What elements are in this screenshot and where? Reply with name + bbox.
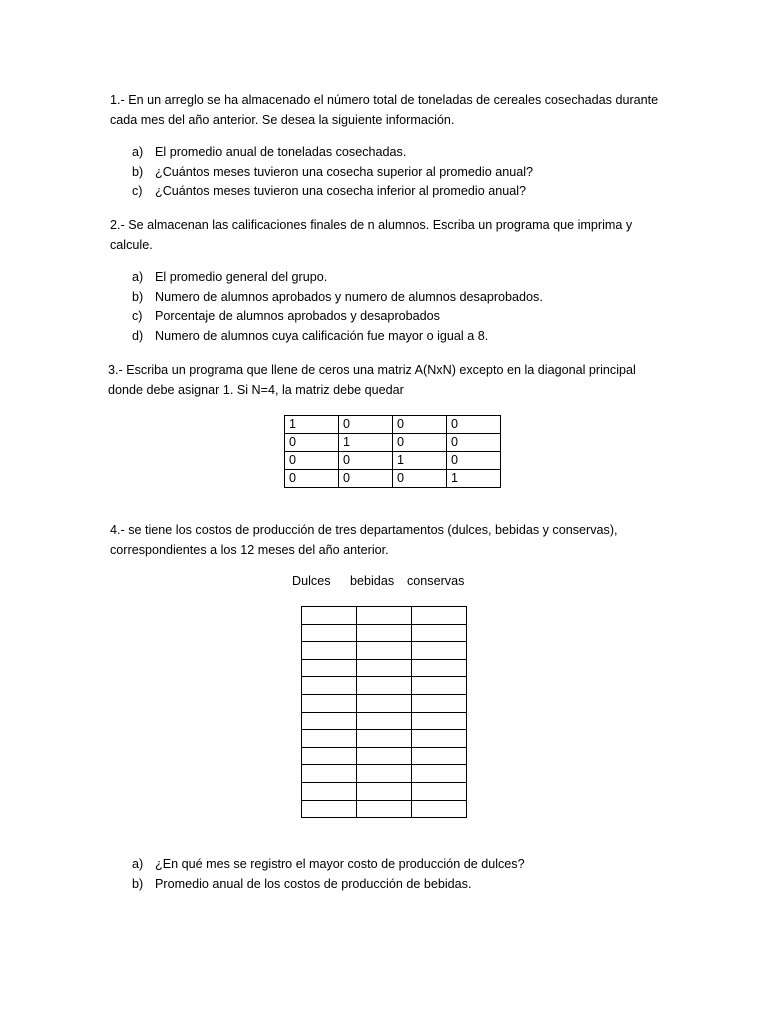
matrix-cell: 0 bbox=[393, 434, 447, 452]
table-cell bbox=[357, 712, 412, 730]
table-cell bbox=[302, 765, 357, 783]
matrix-cell: 1 bbox=[285, 416, 339, 434]
list-item bbox=[132, 875, 525, 895]
matrix-cell: 0 bbox=[285, 434, 339, 452]
header-dulces: Dulces bbox=[292, 574, 331, 588]
cost-table bbox=[301, 606, 467, 818]
table-row bbox=[302, 624, 467, 642]
table-cell bbox=[412, 677, 467, 695]
question-4-list bbox=[132, 855, 525, 894]
table-row bbox=[302, 800, 467, 818]
table-cell bbox=[412, 730, 467, 748]
item-text: El promedio general del grupo. bbox=[155, 270, 328, 284]
table-cell bbox=[357, 677, 412, 695]
question-2-list bbox=[132, 268, 543, 346]
item-label: a) bbox=[132, 857, 144, 871]
table-cell bbox=[412, 782, 467, 800]
table-cell bbox=[302, 607, 357, 625]
list-item bbox=[132, 163, 533, 183]
item-label: b) bbox=[132, 876, 144, 891]
table-row bbox=[302, 677, 467, 695]
matrix-cell: 0 bbox=[285, 470, 339, 488]
table-cell bbox=[357, 659, 412, 677]
item-text: Numero de alumnos aprobados y numero de alumnos desaprobados. bbox=[155, 289, 543, 304]
table-cell bbox=[302, 782, 357, 800]
list-item bbox=[132, 307, 543, 327]
table-row bbox=[302, 782, 467, 800]
table-row bbox=[285, 434, 501, 452]
table-cell bbox=[412, 642, 467, 660]
table-cell bbox=[302, 712, 357, 730]
table-cell bbox=[302, 677, 357, 695]
table-row bbox=[302, 747, 467, 765]
header-conservas: conservas bbox=[407, 574, 465, 588]
item-text: El promedio anual de toneladas cosechadas. bbox=[155, 145, 407, 159]
table-cell bbox=[357, 624, 412, 642]
table-cell bbox=[302, 624, 357, 642]
table-cell bbox=[357, 730, 412, 748]
question-4-text: 4.- se tiene los costos de producción de tres departamentos (dulces, bebidas y conservas), correspondientes a los 12 meses del año anterior. bbox=[110, 523, 618, 557]
matrix-cell: 1 bbox=[339, 434, 393, 452]
item-text: Numero de alumnos cuya calificación fue mayor o igual a 8. bbox=[155, 328, 489, 343]
table-cell bbox=[302, 730, 357, 748]
table-cell bbox=[357, 642, 412, 660]
question-2-text: 2.- Se almacenan las calificaciones finales de n alumnos. Escriba un programa que imprima y calcule. bbox=[110, 218, 633, 252]
table-cell bbox=[412, 694, 467, 712]
table-cell bbox=[357, 765, 412, 783]
table-cell bbox=[302, 747, 357, 765]
item-text: Promedio anual de los costos de producción de bebidas. bbox=[155, 876, 472, 891]
list-item bbox=[132, 268, 543, 288]
matrix-cell: 0 bbox=[393, 416, 447, 434]
item-label: d) bbox=[132, 328, 144, 343]
table-cell bbox=[412, 659, 467, 677]
table-row bbox=[285, 470, 501, 488]
table-cell bbox=[412, 765, 467, 783]
list-item bbox=[132, 327, 543, 347]
item-label: c) bbox=[132, 184, 143, 199]
table-cell bbox=[412, 800, 467, 818]
table-row bbox=[285, 416, 501, 434]
table-row bbox=[302, 730, 467, 748]
item-label: a) bbox=[132, 270, 144, 284]
item-label: b) bbox=[132, 164, 144, 179]
matrix-cell: 0 bbox=[447, 452, 501, 470]
table-cell bbox=[412, 624, 467, 642]
matrix-cell: 0 bbox=[447, 416, 501, 434]
question-3-text: 3.- Escriba un programa que llene de ceros una matriz A(NxN) excepto en la diagonal principal donde debe asignar 1. Si N=4, la matriz debe quedar bbox=[108, 363, 636, 397]
item-text: Porcentaje de alumnos aprobados y desaprobados bbox=[155, 309, 440, 324]
table-cell bbox=[357, 607, 412, 625]
table-row bbox=[302, 694, 467, 712]
list-item bbox=[132, 182, 533, 202]
matrix-cell: 0 bbox=[447, 434, 501, 452]
table-row bbox=[302, 765, 467, 783]
matrix-cell: 0 bbox=[339, 452, 393, 470]
header-bebidas: bebidas bbox=[350, 574, 395, 588]
table-cell bbox=[302, 694, 357, 712]
question-1-list bbox=[132, 143, 533, 202]
question-1-text: 1.- En un arreglo se ha almacenado el número total de toneladas de cereales cosechadas durante cada mes del año anterior. Se desea la siguiente información. bbox=[110, 93, 659, 127]
table-cell bbox=[357, 694, 412, 712]
matrix-cell: 0 bbox=[339, 416, 393, 434]
table-row bbox=[285, 452, 501, 470]
item-label: b) bbox=[132, 289, 144, 304]
list-item bbox=[132, 288, 543, 308]
table-cell bbox=[357, 782, 412, 800]
matrix-cell: 0 bbox=[393, 470, 447, 488]
table-row bbox=[302, 659, 467, 677]
item-text: ¿En qué mes se registro el mayor costo de producción de dulces? bbox=[155, 857, 525, 871]
table-cell bbox=[357, 800, 412, 818]
table-cell bbox=[412, 712, 467, 730]
matrix-cell: 0 bbox=[285, 452, 339, 470]
table-cell bbox=[302, 659, 357, 677]
table-cell bbox=[357, 747, 412, 765]
matrix-cell: 0 bbox=[339, 470, 393, 488]
list-item bbox=[132, 143, 533, 163]
matrix-cell: 1 bbox=[447, 470, 501, 488]
table-row bbox=[302, 607, 467, 625]
list-item bbox=[132, 855, 525, 875]
identity-matrix-table bbox=[284, 415, 501, 488]
item-label: c) bbox=[132, 309, 143, 324]
table-cell bbox=[302, 642, 357, 660]
item-label: a) bbox=[132, 145, 144, 159]
table-cell bbox=[412, 747, 467, 765]
item-text: ¿Cuántos meses tuvieron una cosecha superior al promedio anual? bbox=[155, 164, 534, 179]
item-text: ¿Cuántos meses tuvieron una cosecha inferior al promedio anual? bbox=[155, 184, 527, 199]
table-cell bbox=[412, 607, 467, 625]
matrix-cell: 1 bbox=[393, 452, 447, 470]
table-cell bbox=[302, 800, 357, 818]
table-row bbox=[302, 712, 467, 730]
table-row bbox=[302, 642, 467, 660]
